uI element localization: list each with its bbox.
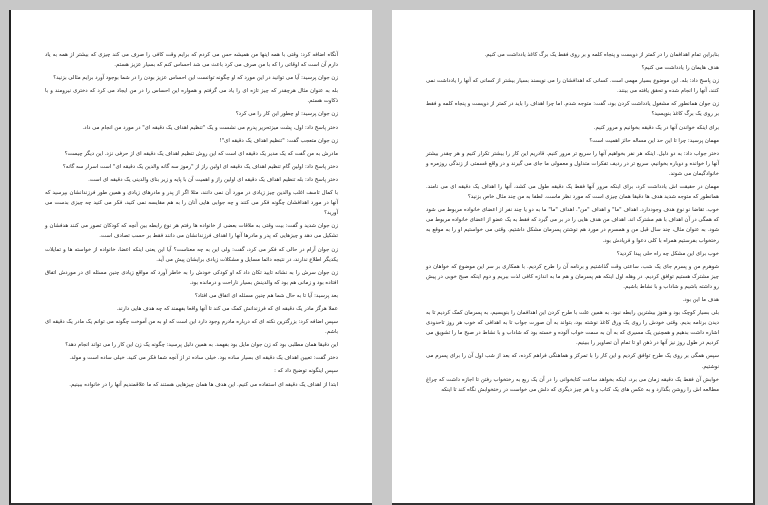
right-page-text: [426, 50, 719, 398]
paragraph: عملا هرگز مادر یک دقیقه ای که فرزندانش کمک می کند تا آنها واقعا بفهمند که چه هدف هایی دارند.: [116, 305, 338, 312]
paragraph: بلی بسیار کوچک بود و هنوز بیشترین رابطه نبود. به همین علت با طرح کردن این اهدافمان را بنویسیم، به پسرمان کمک کردیم تا به دیدن برنامه بدیم. وقتی خودش را روی یک ورق کاغذ نوشته بود، بتواند به آن صورت جواب تا به اهدافی که خوب هر روز تاحدودی اشاره داشت بدهیم و همچنین یک مسیری که به آن به سمت خواب آلوده و خسته بود که شاداب و با نشاط در صبح ما را تشویق می کردیم در طول روز نیز آنها در ذهن او تا تمام آن تصاویر را ببینیم.: [426, 310, 719, 347]
paragraph: مهمان در حقیقت اش یادداشت کرد، برای اینکه مرور آنها فقط یک دقیقه طول می کشد، آنها را اهداف یک دقیقه ای می نامند. همانطور که متوجه شدید هدف ها دقیقا همان چیزی است که مورد نظر ماست. لطفا به من چند مثال خاص بزنید؟: [426, 184, 719, 201]
paragraph: زن پاسخ داد: بله. این موضوع بسیار مهمی است. کسانی که اهدافشان را می نویسند بسیار بیشتر از کسانی که آنها را یادداشت نمی کنند، آنها را انجام شده و تحقق یافته می بینند.: [426, 78, 719, 95]
right-page: [392, 10, 755, 505]
paragraph: آنگاه اضافه کرد: وقتی با همه اینها من همیشه حس می کردم که برایم وقت کافی را صرف می کند چیزی که بیشتر از همه به یاد دارم آن است که اوقاتی را که با من صرف می کرد باعث می شد احساس کنم که بسیار عزیز هستم.: [45, 52, 338, 69]
paragraph: سپس همگی بر روی یک طرح توافق کردیم و این کار را با تمرکز و هماهنگی فراهم کرده، که بعد از شب اول آن را برای پسرم می نوشتیم.: [426, 353, 719, 370]
paragraph: بنابراین تمام اهدافمان را در کمتر از دویست و پنجاه کلمه و بر روی فقط یک برگ کاغذ یادداشت می کنیم.: [484, 52, 719, 58]
paragraph: خوابش آن فقط یک دقیقه زمان می برد، اینکه بخواهد ساعت کتابخوانی را در آن یک ربع به رختخواب رفتن تا اجازه داشت که چراغ مطالعه اش را روشن بگذارد و به عکس های یک کتاب و یا هر چیز دیگری که دلش می خواست در رختخوابش نگاه کند تا اینکه: [426, 376, 719, 393]
paragraph: این دقیقا همان مطلبی بود که زن جوان مایل بود بفهمد. به همین دلیل پرسید: چگونه یک زن این کار را می تواند انجام دهد؟: [65, 342, 338, 349]
paragraph: سپس اضافه کرد: بزرگترین نکته ای که درباره مادرم وجود دارد این است که او به من آموخت چگونه می توانم یک مادر یک دقیقه ای باشم.: [45, 319, 338, 336]
paragraph: ابتدا از اهداف یک دقیقه ای استفاده می کنیم. این هدف ها همان چیزهایی هستند که ما علاقمندیم آنها را در خانواده ببینیم.: [69, 381, 338, 388]
paragraph: دختر جواب داد: به دو دلیل. اینکه هر نفر بخواهیم آنها را سریع تر مرور کنیم. قادریم این کار را بیشتر تکرار کنیم و هر چقدر بیشتر آنها را خوانده و دوباره بخوانیم، سریع تر در ردیف تفکرات متداول و معمولی ما جای می گیرند و در واقع قسمتی از زندگی روزمره و خانوادگیمان می شوند.: [426, 150, 719, 177]
paragraph: مهمان پرسید: چرا تا این حد این مساله حائز اهمیت است؟: [589, 137, 719, 144]
paragraph: بله به عنوان مثال هرچقدر که چیز تازه ای را یاد می گرفتم و همواره این احساس را در من ایجاد می کرد که دختری نیرومند و با ذکاوت هستم.: [45, 88, 338, 105]
paragraph: دختر پاسخ داد: بله تنظیم اهداف یک دقیقه ای اولین راز و اهمیت آن با پایه و زیر بنای والدینی یک دقیقه ای است.: [88, 176, 338, 183]
paragraph: زن جوان شدید و گفت: بیت وقتی به ملاقات بعضی از خانواده ها رفتم هر نوع رابطه بین آنچه که کودکان تصور می کنند هدفشان و تشکیل می دهد و چیزهایی که پدر و مادرها آنها را اهداف فرزندانشان می دانند فقط بر حسب تصادف است.: [45, 223, 338, 240]
paragraph: مادرش به من گفت که یک مدیر یک دقیقه ای است که این روش تنظیم اهداف یک دقیقه ای از حرفی نزد. این دیگر چیست؟: [64, 150, 338, 157]
paragraph: دختر پاسخ داد: اول، پشت میزتحریر پدرم می نشست و یک "تنظیم اهداف یک دقیقه ای" در مورد من انجام می داد.: [82, 124, 338, 131]
paragraph: خوب برای این مشکل چه راه حلی پیدا کردید؟: [616, 250, 719, 257]
paragraph: زن جوان متعجب گفت: "تنظیم اهداف یک دقیقه ای"!: [219, 137, 338, 144]
paragraph: سپس اینگونه توضیح داد که :: [274, 368, 338, 375]
paragraph: شوهرم من و پسرم جای یک شب، ساعتی وقت گذاشتیم و برنامه آن را طرح کردیم. با همکاری بر سر این موضوع که خواهان دو چیز مشترک هستیم توافق کردیم. در وهله اول اینکه هم پسرمان و هم ما به اندازه کافی لذت ببریم و دوم اینکه صبح خوبی در پیش رو داشته باشیم و شاداب و با نشاط باشیم.: [426, 263, 719, 290]
paragraph: با کمال تاسف اغلب والدین چیز زیادی در مورد آن نمی دانند، مثلا اگر از پدر و مادرهای زیادی و همین طور فرزندانشان بپرسید که آنها در مورد اهدافشان چگونه فکر می کنند و چه جوابی هایی آنان را به هم مقایسه نمی کنید، فکر می کنید چه چیزی بدست می آورید؟: [45, 190, 338, 217]
paragraph: زن جوان پرسید: او چطور این کار را می کرد؟: [235, 111, 338, 118]
paragraph: هدف ما این بود.: [682, 296, 719, 303]
paragraph: زن جوان آرام در حالی که فکر می کرد، گفت: ولی این به چه معناست؟ آیا این یعنی اینکه اعضا، خانواده از خواسته ها و تمایلات یکدیگر اطلاع ندارند، در نتیجه دائما مسایل و مشکلات زیادی برایشان پیش می آید.: [45, 246, 338, 263]
paragraph: زن جوان همانطور که مشغول یادداشت کردن بود، گفت: متوجه شدم. اما چرا اهداف را باید در کمتر از دویست و پنجاه کلمه و فقط بر روی یک برگ کاغذ بنویسید؟: [426, 101, 719, 118]
left-page-text: [45, 50, 338, 393]
paragraph: دختر پاسخ داد: اولین گام تنظیم اهداف یک دقیقه ای اولین راز از "رموز سه گانه والدین یک دقیقه ای" است اسرار سه گانه؟: [62, 163, 338, 170]
left-page: [9, 10, 372, 505]
paragraph: برای اینکه خواندن آنها در یک دقیقه بخوانیم و مرور کنیم.: [593, 124, 719, 131]
paragraph: دختر گفت: تعیین اهداف یک دقیقه ای بسیار ساده بود. خیلی ساده تر از آنچه شما فکر می کنید. خیلی ساده است و مولد.: [69, 355, 338, 362]
paragraph: بعد پرسید: آیا تا به حال شما هم چنین مسئله ای اتفاق می افتاد؟: [194, 292, 338, 299]
paragraph: خوب. تقاضا نو نوع هدف وجوددارد. اهداف "ما" و اهداف "من". اهداف "ما" ما به دو یا چند نفر از اعضای خانواده مربوط می شود که همگی در آن اهداف با هم مشترک اند. اهداف من هدف هایی را در بر می گیرد که فقط به یک عضو از اعضای خانواده مربوط می شود. به عنوان مثال، چند سال قبل من و همسرم در مورد هم نوشتن پسرمان مشکل داشتیم. وقتی می خواستیم او را به موقع به رختخواب بفرستیم همراه با کلی دعوا و فریادش بود.: [426, 207, 719, 244]
paragraph: زن جوان سرش را به نشانه تایید تکان داد که او کودکی خودش را به خاطر آورد که مواقع زیادی چنین مسئله ای در موردش اتفاق افتاده بود و زمانی هم بود که والدینش بسیار ناراحت و درمانده بود.: [45, 269, 338, 286]
paragraph: هدف هایمان را یادداشت می کنیم؟: [641, 65, 719, 72]
paragraph: زن جوان پرسید: آیا می توانید در این مورد که او چگونه توانست این احساس عزیز بودن را در شما بوجود آورد برایم مثالی بزنید؟: [53, 75, 338, 82]
